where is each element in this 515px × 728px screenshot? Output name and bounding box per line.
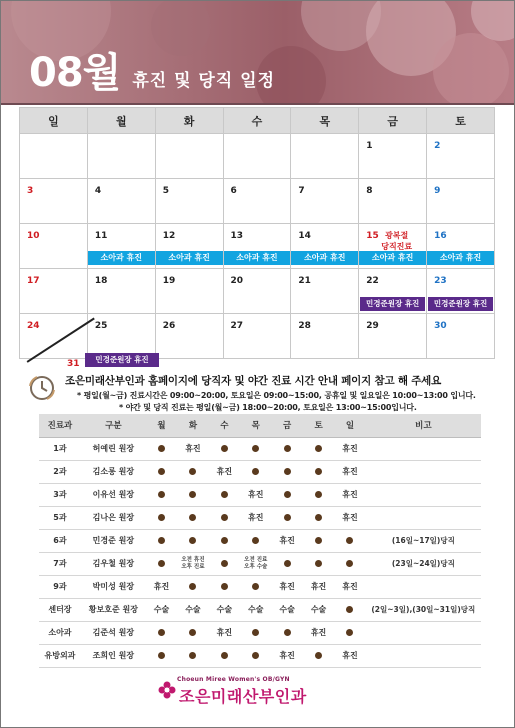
working-cell [209, 506, 240, 529]
calendar-day-cell [223, 314, 291, 359]
calendar-day-cell [20, 134, 88, 179]
day-number: 2 [434, 141, 441, 151]
schedule-row [39, 552, 481, 575]
pediatrics-off-bar: 소아과 휴진 [359, 251, 426, 265]
schedule-row [39, 483, 481, 506]
working-cell [271, 506, 302, 529]
day-number: 7 [298, 186, 305, 196]
status-cell: 수술 [303, 598, 334, 621]
status-cell: 휴진 [334, 575, 365, 598]
working-cell [146, 552, 177, 575]
remark-cell [366, 621, 481, 644]
schedule-column-header: 토 [303, 414, 334, 437]
working-dot-icon [315, 652, 322, 659]
calendar-day-cell [427, 224, 495, 269]
working-dot-icon [158, 560, 165, 567]
holiday-name: 광복절 [385, 231, 409, 240]
schedule-row [39, 644, 481, 667]
department-cell: 6과 [39, 529, 81, 552]
calendar-weekday-row [20, 108, 495, 134]
weekday-header: 토 [427, 108, 495, 134]
pediatrics-off-bar: 소아과 휴진 [156, 251, 223, 265]
working-cell [334, 621, 365, 644]
working-dot-icon [346, 560, 353, 567]
working-cell [146, 506, 177, 529]
calendar-week-row [20, 224, 495, 269]
working-dot-icon [158, 468, 165, 475]
status-cell: 휴진 [177, 437, 208, 460]
day-number: 16 [434, 231, 447, 241]
working-dot-icon [315, 468, 322, 475]
department-cell: 2과 [39, 460, 81, 483]
split-session-cell: 오전 진료 오후 수술 [240, 552, 271, 575]
status-cell: 휴진 [334, 644, 365, 667]
day-number: 14 [298, 231, 311, 241]
day-number: 29 [366, 321, 379, 331]
department-cell: 9과 [39, 575, 81, 598]
working-cell [146, 483, 177, 506]
working-cell [303, 529, 334, 552]
calendar-week-row [20, 134, 495, 179]
working-cell [209, 529, 240, 552]
working-dot-icon [315, 514, 322, 521]
calendar-day-cell [155, 269, 223, 314]
working-dot-icon [315, 560, 322, 567]
doctor-name-cell: 이유선 원장 [81, 483, 146, 506]
calendar-day-cell [427, 314, 495, 359]
calendar-day-cell [291, 134, 359, 179]
working-cell [303, 437, 334, 460]
calendar-day-cell [359, 269, 427, 314]
department-cell: 소아과 [39, 621, 81, 644]
day-number: 28 [298, 321, 311, 331]
working-cell [303, 460, 334, 483]
working-dot-icon [221, 491, 228, 498]
notice-night-hours: * 야간 및 당직 진료는 평일(월~금) 18:00~20:00, 토요일은 13:00~15:00입니다. [119, 403, 417, 412]
day-number: 15 [366, 231, 379, 241]
day-31: 31 [67, 359, 80, 369]
calendar-day-cell [427, 269, 495, 314]
working-cell [240, 460, 271, 483]
working-cell [240, 644, 271, 667]
clock-icon [27, 373, 57, 403]
day-number: 11 [94, 231, 108, 241]
working-cell [146, 529, 177, 552]
header-banner [1, 1, 515, 103]
remark-cell [366, 483, 481, 506]
doctor-name-cell: 김준석 원장 [81, 621, 146, 644]
working-cell [303, 506, 334, 529]
calendar-day-cell [20, 269, 88, 314]
working-cell [303, 644, 334, 667]
working-dot-icon [221, 560, 228, 567]
day-number: 4 [94, 186, 102, 196]
pediatrics-off-bar: 소아과 휴진 [224, 251, 291, 265]
day-number: 24 [27, 321, 40, 331]
working-cell [177, 506, 208, 529]
working-dot-icon [346, 537, 353, 544]
split-session-cell: 오전 휴진 오후 진료 [177, 552, 208, 575]
doctor-name-cell: 조희인 원장 [81, 644, 146, 667]
notice-hours: * 평일(월~금) 진료시간은 09:00~20:00, 토요일은 09:00~15:00, 공휴일 및 일요일은 10:00~13:00 입니다. [77, 391, 476, 400]
schedule-row [39, 598, 481, 621]
working-dot-icon [315, 445, 322, 452]
schedule-column-header: 월 [146, 414, 177, 437]
working-dot-icon [221, 445, 228, 452]
schedule-subtitle: 휴진 및 당직 일정 [132, 71, 276, 91]
calendar-day-cell [291, 314, 359, 359]
working-cell [271, 437, 302, 460]
remark-cell [366, 460, 481, 483]
remark-cell [366, 506, 481, 529]
working-dot-icon [189, 514, 196, 521]
working-cell [177, 621, 208, 644]
schedule-column-header: 목 [240, 414, 271, 437]
working-dot-icon [284, 514, 291, 521]
day-number: 26 [162, 321, 176, 331]
working-dot-icon [315, 537, 322, 544]
calendar-day-cell [155, 179, 223, 224]
working-dot-icon [252, 583, 259, 590]
holiday-duty-label: 당직진료 [381, 242, 413, 251]
department-cell: 7과 [39, 552, 81, 575]
working-dot-icon [158, 445, 165, 452]
working-cell [271, 483, 302, 506]
status-cell: 휴진 [209, 460, 240, 483]
remark-cell: (16일~17일)당직 [366, 529, 481, 552]
day-number: 12 [162, 231, 176, 241]
weekday-header: 수 [223, 108, 291, 134]
day-number: 9 [434, 186, 441, 196]
doctor-name-cell: 김우철 원장 [81, 552, 146, 575]
day-31-off-bar: 민경준원장 휴진 [85, 353, 159, 367]
logo-flower-icon [158, 681, 176, 699]
calendar-day-cell [291, 179, 359, 224]
calendar-day-cell [291, 224, 359, 269]
calendar-day-cell [155, 224, 223, 269]
remark-cell [366, 644, 481, 667]
doctor-schedule-table [39, 414, 481, 668]
status-cell: 휴진 [271, 575, 302, 598]
status-cell: 휴진 [303, 575, 334, 598]
day-number: 3 [27, 186, 34, 196]
working-dot-icon [158, 514, 165, 521]
day-number: 27 [230, 321, 244, 331]
doctor-name-cell: 황보호준 원장 [81, 598, 146, 621]
working-dot-icon [189, 652, 196, 659]
schedule-row [39, 529, 481, 552]
working-dot-icon [221, 652, 228, 659]
status-cell: 휴진 [209, 621, 240, 644]
calendar-day-cell [20, 224, 88, 269]
working-cell [177, 575, 208, 598]
calendar-day-cell [291, 269, 359, 314]
day-number: 23 [434, 276, 447, 286]
calendar-day-cell [427, 134, 495, 179]
header-title [29, 41, 275, 98]
schedule-column-header: 수 [209, 414, 240, 437]
working-cell [240, 529, 271, 552]
remark-cell [366, 575, 481, 598]
department-cell: 5과 [39, 506, 81, 529]
day-number: 6 [230, 186, 237, 196]
status-cell: 휴진 [334, 460, 365, 483]
schedule-row [39, 437, 481, 460]
working-cell [271, 552, 302, 575]
working-dot-icon [252, 629, 259, 636]
working-cell [303, 552, 334, 575]
working-cell [240, 437, 271, 460]
remark-cell [366, 437, 481, 460]
status-cell: 수술 [146, 598, 177, 621]
day-number: 30 [434, 321, 447, 331]
calendar-day-cell [359, 224, 427, 269]
department-cell: 센터장 [39, 598, 81, 621]
doctor-name-cell: 김소롱 원장 [81, 460, 146, 483]
schedule-column-header: 금 [271, 414, 302, 437]
working-cell [209, 552, 240, 575]
status-cell: 휴진 [334, 437, 365, 460]
working-cell [177, 529, 208, 552]
calendar-day-cell [223, 224, 291, 269]
department-cell: 1과 [39, 437, 81, 460]
status-cell: 휴진 [303, 621, 334, 644]
calendar-day-cell [87, 224, 155, 269]
day-number: 20 [230, 276, 244, 286]
status-cell: 휴진 [240, 483, 271, 506]
working-cell [303, 483, 334, 506]
day-number: 25 [94, 321, 108, 331]
day-number: 21 [298, 276, 311, 286]
working-dot-icon [346, 629, 353, 636]
day-number: 13 [230, 231, 244, 241]
working-cell [209, 644, 240, 667]
schedule-column-header: 일 [334, 414, 365, 437]
working-cell [209, 437, 240, 460]
schedule-header-row [39, 414, 481, 437]
status-cell: 휴진 [271, 644, 302, 667]
calendar-day-cell [87, 134, 155, 179]
working-cell [240, 621, 271, 644]
working-dot-icon [252, 537, 259, 544]
schedule-row [39, 575, 481, 598]
calendar-day-cell [359, 134, 427, 179]
working-dot-icon [252, 468, 259, 475]
working-dot-icon [189, 629, 196, 636]
working-cell [177, 483, 208, 506]
day-number: 10 [27, 231, 40, 241]
working-cell [240, 575, 271, 598]
calendar-day-cell [155, 314, 223, 359]
working-cell [334, 529, 365, 552]
working-dot-icon [221, 514, 228, 521]
working-cell [209, 575, 240, 598]
schedule-column-header: 화 [177, 414, 208, 437]
status-cell: 휴진 [334, 506, 365, 529]
day-number: 18 [94, 276, 108, 286]
doctor-off-bar: 민경준원장 휴진 [428, 297, 493, 311]
pediatrics-off-bar: 소아과 휴진 [88, 251, 155, 265]
day-number: 5 [162, 186, 169, 196]
working-dot-icon [252, 445, 259, 452]
working-cell [146, 621, 177, 644]
calendar-day-cell [223, 269, 291, 314]
remark-cell: (2일~3일),(30일~31일)당직 [366, 598, 481, 621]
working-dot-icon [189, 491, 196, 498]
status-cell: 휴진 [334, 483, 365, 506]
notice-title: 조은미래산부인과 홈페이지에 당직자 및 야간 진료 시간 안내 페이지 참고 해 주세요 [65, 375, 442, 387]
calendar-day-cell [359, 179, 427, 224]
schedule-row [39, 506, 481, 529]
calendar-day-cell [87, 269, 155, 314]
day-number: 8 [366, 186, 373, 196]
status-cell: 수술 [177, 598, 208, 621]
working-cell [271, 460, 302, 483]
logo-korean-name: 조은미래산부인과 [179, 687, 307, 706]
weekday-header: 목 [291, 108, 359, 134]
calendar-day-cell [20, 314, 88, 359]
logo-english-name: Choeun Miree Women's OB/GYN [177, 676, 290, 683]
calendar-day-cell [87, 314, 155, 359]
working-dot-icon [221, 583, 228, 590]
status-cell: 수술 [271, 598, 302, 621]
working-cell [334, 598, 365, 621]
weekday-header: 월 [87, 108, 155, 134]
calendar-day-cell [155, 134, 223, 179]
working-cell [334, 552, 365, 575]
schedule-row [39, 460, 481, 483]
doctor-name-cell: 김나은 원장 [81, 506, 146, 529]
remark-cell: (23일~24일)당직 [366, 552, 481, 575]
working-dot-icon [284, 629, 291, 636]
working-dot-icon [158, 537, 165, 544]
doctor-off-bar: 민경준원장 휴진 [360, 297, 425, 311]
doctor-name-cell: 허예린 원장 [81, 437, 146, 460]
working-cell [146, 460, 177, 483]
working-cell [209, 483, 240, 506]
calendar-day-cell [223, 179, 291, 224]
day-number: 17 [27, 276, 40, 286]
calendar-day-cell [20, 179, 88, 224]
working-cell [146, 644, 177, 667]
schedule-column-header: 진료과 [39, 414, 81, 437]
pediatrics-off-bar: 소아과 휴진 [291, 251, 358, 265]
working-dot-icon [158, 491, 165, 498]
working-cell [177, 644, 208, 667]
weekday-header: 화 [155, 108, 223, 134]
doctor-name-cell: 박미성 원장 [81, 575, 146, 598]
status-cell: 수술 [240, 598, 271, 621]
schedule-row [39, 621, 481, 644]
holiday-note [381, 230, 412, 252]
working-dot-icon [346, 606, 353, 613]
calendar-day-cell [87, 179, 155, 224]
pediatrics-off-bar: 소아과 휴진 [427, 251, 494, 265]
calendar-day-cell [359, 314, 427, 359]
working-dot-icon [284, 560, 291, 567]
working-dot-icon [189, 468, 196, 475]
working-dot-icon [189, 537, 196, 544]
working-dot-icon [315, 491, 322, 498]
working-dot-icon [189, 583, 196, 590]
status-cell: 휴진 [240, 506, 271, 529]
day-number: 19 [162, 276, 176, 286]
working-dot-icon [158, 652, 165, 659]
working-dot-icon [252, 652, 259, 659]
working-cell [146, 437, 177, 460]
day-number: 22 [366, 276, 379, 286]
schedule-column-header: 비고 [366, 414, 481, 437]
working-dot-icon [158, 629, 165, 636]
month-title: 08월 [29, 50, 121, 96]
working-dot-icon [284, 445, 291, 452]
day-number: 1 [366, 141, 373, 151]
calendar-week-row [20, 179, 495, 224]
schedule-column-header: 구분 [81, 414, 146, 437]
calendar-day-cell [223, 134, 291, 179]
status-cell: 휴진 [271, 529, 302, 552]
department-cell: 3과 [39, 483, 81, 506]
working-dot-icon [284, 491, 291, 498]
working-dot-icon [221, 537, 228, 544]
status-cell: 휴진 [146, 575, 177, 598]
working-dot-icon [284, 468, 291, 475]
department-cell: 유방외과 [39, 644, 81, 667]
working-cell [271, 621, 302, 644]
weekday-header: 금 [359, 108, 427, 134]
weekday-header: 일 [20, 108, 88, 134]
header-divider [1, 103, 515, 105]
status-cell: 수술 [209, 598, 240, 621]
working-cell [177, 460, 208, 483]
calendar-week-row [20, 269, 495, 314]
doctor-name-cell: 민경준 원장 [81, 529, 146, 552]
calendar-day-cell [427, 179, 495, 224]
